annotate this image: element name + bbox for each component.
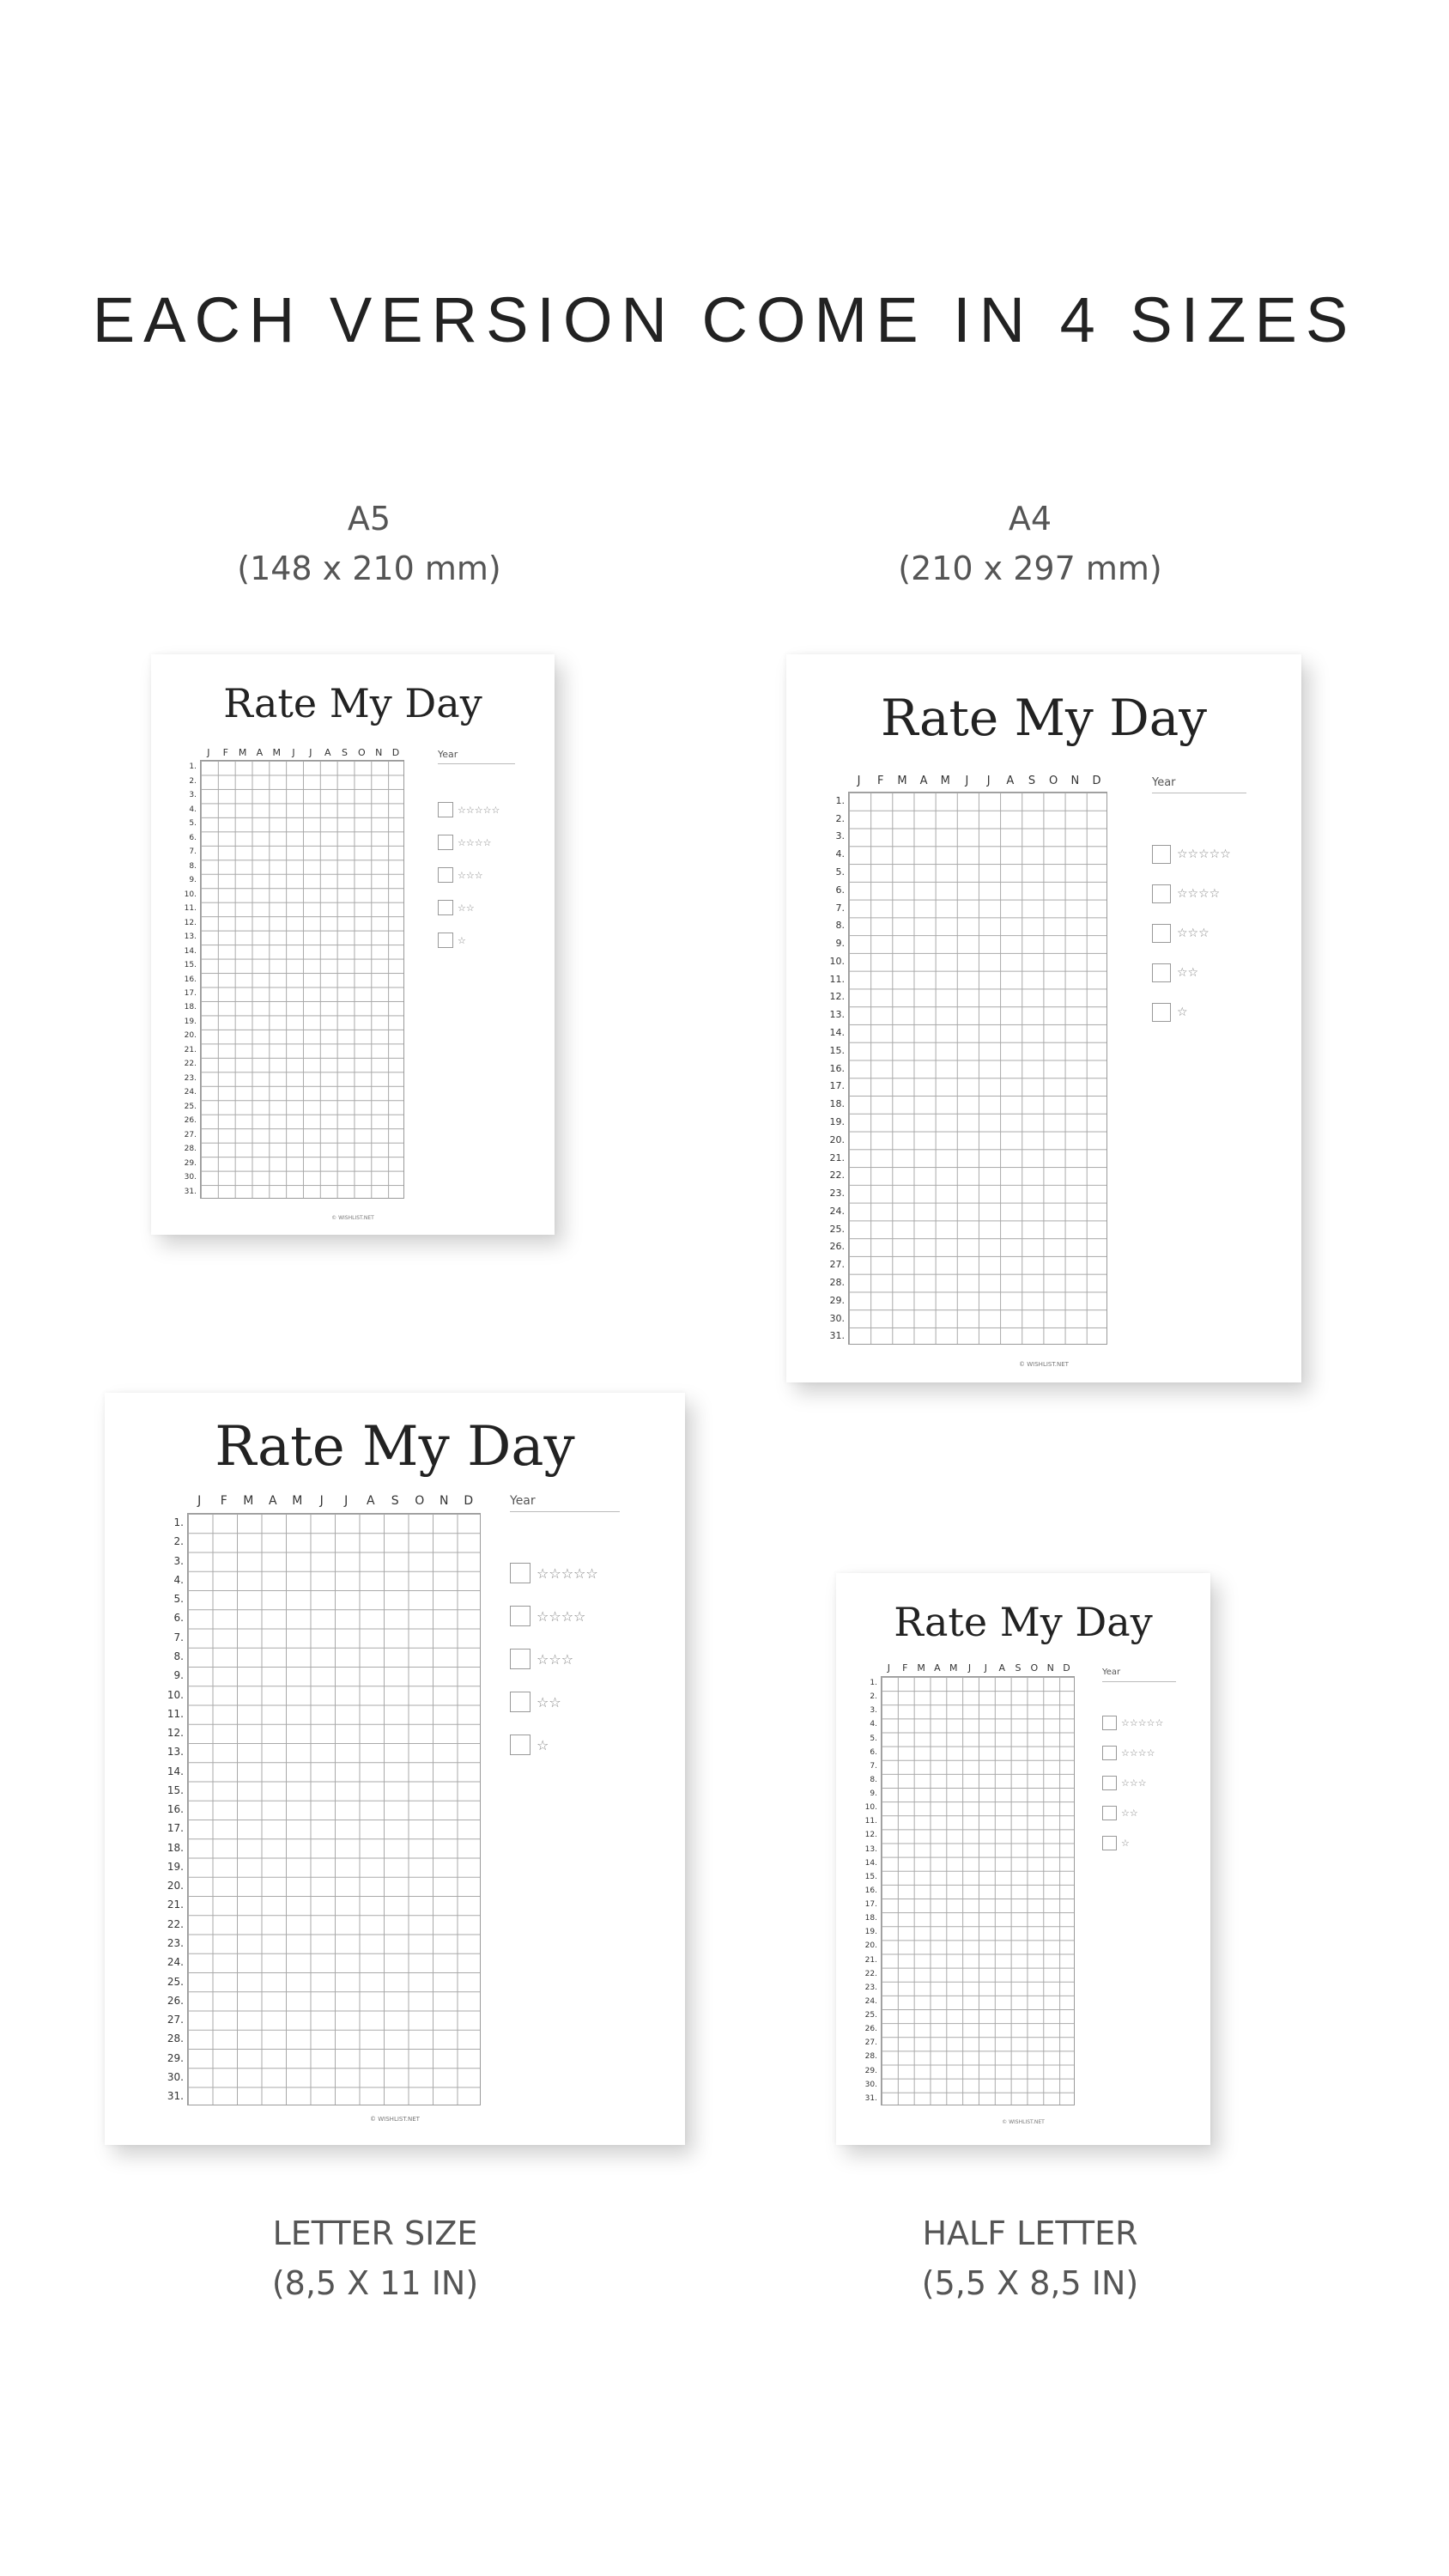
checkbox-icon (438, 900, 453, 915)
day-label: 12. (167, 1727, 184, 1740)
legend-row (510, 1606, 598, 1626)
checkbox-icon (510, 1563, 530, 1583)
month-label: D (464, 1494, 474, 1508)
sheet-a4 (786, 654, 1301, 1382)
month-label: J (207, 747, 210, 758)
star-rating-icon: ☆ (1121, 1838, 1130, 1849)
legend-row (1102, 1746, 1163, 1760)
month-label: S (342, 747, 349, 758)
day-label: 30. (167, 2070, 184, 2083)
day-label: 1. (835, 794, 845, 806)
month-label: D (1092, 775, 1101, 787)
day-label: 9. (835, 938, 845, 950)
day-label: 9. (870, 1789, 877, 1799)
day-label: 17. (184, 988, 197, 998)
day-label: 14. (864, 1858, 877, 1868)
star-rating-icon: ☆☆☆ (1177, 927, 1210, 940)
day-label: 4. (189, 805, 197, 814)
day-label: 20. (184, 1031, 197, 1041)
star-rating-icon: ☆ (458, 934, 466, 946)
month-label: J (967, 1662, 972, 1674)
checkbox-icon (1152, 963, 1171, 982)
day-label: 20. (864, 1941, 877, 1951)
legend-row (1152, 1003, 1231, 1022)
day-label: 22. (864, 1969, 877, 1978)
star-rating-icon: ☆☆☆☆ (1121, 1747, 1155, 1759)
day-label: 12. (829, 991, 845, 1003)
month-label: O (1030, 1662, 1039, 1674)
day-label: 10. (864, 1803, 877, 1813)
day-label: 17. (167, 1822, 184, 1835)
checkbox-icon (510, 1606, 530, 1626)
day-label: 16. (864, 1886, 877, 1895)
day-label: 14. (167, 1765, 184, 1777)
day-label: 15. (184, 961, 197, 970)
day-label: 24. (829, 1205, 845, 1217)
day-label: 21. (829, 1151, 845, 1163)
day-label: 21. (167, 1899, 184, 1911)
month-label: F (222, 747, 228, 758)
month-label: A (1006, 775, 1015, 787)
star-rating-icon: ☆☆☆☆ (458, 836, 492, 848)
month-label: M (292, 1494, 303, 1508)
month-header (187, 1494, 481, 1508)
day-label: 4. (173, 1573, 184, 1586)
day-label: 5. (173, 1593, 184, 1606)
day-label: 11. (184, 904, 197, 914)
day-label: 16. (829, 1062, 845, 1074)
day-label: 2. (870, 1692, 877, 1702)
day-label: 25. (829, 1223, 845, 1235)
day-label: 26. (167, 1994, 184, 2007)
day-label: 22. (184, 1060, 197, 1069)
year-line (1102, 1681, 1176, 1682)
month-label: J (986, 775, 991, 787)
checkbox-icon (510, 1649, 530, 1669)
month-label: N (1070, 775, 1080, 787)
size-label-half-letter (858, 2208, 1202, 2308)
star-rating-icon: ☆☆ (1121, 1807, 1138, 1819)
day-label: 3. (835, 830, 845, 842)
day-label: 21. (864, 1955, 877, 1965)
month-label: N (1046, 1662, 1054, 1674)
star-rating-icon: ☆☆☆☆☆ (1121, 1717, 1164, 1728)
day-label: 31. (184, 1187, 197, 1196)
sheet-footer: © WISHLIST.NET (370, 2116, 420, 2123)
month-label: M (243, 1494, 254, 1508)
day-label: 6. (870, 1747, 877, 1757)
day-label: 25. (184, 1102, 197, 1111)
day-label: 8. (189, 861, 197, 871)
sheet-title: Rate My Day (894, 1599, 1153, 1645)
legend-row (1152, 884, 1231, 903)
day-label: 18. (829, 1098, 845, 1110)
day-label: 11. (829, 973, 845, 985)
size-name: A4 (1008, 500, 1052, 538)
legend-row (510, 1649, 598, 1669)
day-label: 29. (829, 1294, 845, 1306)
legend-row (1102, 1806, 1163, 1820)
day-label: 13. (167, 1746, 184, 1759)
day-label: 15. (864, 1872, 877, 1881)
day-label: 27. (829, 1259, 845, 1271)
star-rating-icon: ☆☆☆☆☆ (537, 1564, 598, 1582)
rating-legend (1102, 1716, 1163, 1850)
month-label: F (877, 775, 884, 787)
day-label: 14. (184, 946, 197, 956)
star-rating-icon: ☆☆ (1177, 966, 1199, 980)
day-label: 4. (835, 848, 845, 860)
checkbox-icon (1152, 924, 1171, 943)
legend-row (1102, 1776, 1163, 1790)
day-label: 12. (184, 918, 197, 927)
month-header (881, 1662, 1075, 1674)
day-label: 16. (167, 1803, 184, 1816)
day-label: 24. (167, 1956, 184, 1969)
month-label: A (268, 1494, 277, 1508)
day-label: 31. (829, 1330, 845, 1342)
day-label: 17. (829, 1080, 845, 1092)
day-label: 8. (835, 920, 845, 932)
day-label: 2. (173, 1535, 184, 1548)
day-label: 28. (829, 1276, 845, 1288)
year-line (510, 1511, 620, 1512)
checkbox-icon (438, 835, 453, 850)
day-label: 3. (173, 1554, 184, 1567)
checkbox-icon (1152, 1003, 1171, 1022)
checkbox-icon (438, 867, 453, 883)
rating-grid (187, 1513, 481, 2105)
day-label: 22. (829, 1170, 845, 1182)
rating-legend (1152, 845, 1231, 1022)
day-label: 8. (173, 1649, 184, 1662)
month-label: J (344, 1494, 349, 1508)
day-label: 24. (864, 1996, 877, 2006)
star-rating-icon: ☆☆☆☆ (1177, 887, 1221, 901)
month-label: A (934, 1662, 941, 1674)
day-label: 18. (167, 1841, 184, 1854)
month-label: J (319, 1494, 324, 1508)
day-label: 7. (173, 1631, 184, 1643)
day-label: 10. (184, 890, 197, 899)
rating-grid (881, 1676, 1075, 2105)
day-label: 23. (864, 1983, 877, 1992)
rating-grid (200, 760, 404, 1199)
day-label: 19. (167, 1860, 184, 1873)
day-label: 21. (184, 1045, 197, 1054)
day-label: 11. (167, 1707, 184, 1720)
day-label: 27. (864, 2038, 877, 2048)
day-label: 7. (189, 848, 197, 857)
day-label: 26. (829, 1241, 845, 1253)
day-label: 10. (167, 1688, 184, 1701)
size-name: A5 (347, 500, 391, 538)
month-label: O (1049, 775, 1058, 787)
month-label: M (940, 775, 950, 787)
month-label: J (887, 1662, 891, 1674)
legend-row (438, 900, 500, 915)
month-label: A (366, 1494, 375, 1508)
size-dimensions: (5,5 X 8,5 IN) (921, 2264, 1139, 2302)
day-label: 2. (835, 812, 845, 824)
year-label: Year (1102, 1668, 1121, 1677)
day-label: 5. (189, 819, 197, 829)
star-rating-icon: ☆☆☆ (537, 1650, 574, 1668)
month-label: A (256, 747, 264, 758)
day-label: 29. (184, 1158, 197, 1168)
star-rating-icon: ☆ (537, 1736, 549, 1753)
day-label: 25. (864, 2011, 877, 2020)
legend-row (1152, 963, 1231, 982)
day-labels (824, 792, 845, 1345)
day-label: 8. (870, 1775, 877, 1784)
day-label: 16. (184, 975, 197, 984)
legend-row (438, 802, 500, 817)
day-label: 15. (829, 1044, 845, 1056)
legend-row (510, 1563, 598, 1583)
legend-row (1102, 1836, 1163, 1850)
star-rating-icon: ☆☆☆☆☆ (1177, 848, 1231, 861)
month-label: M (238, 747, 247, 758)
sheet-title: Rate My Day (215, 1415, 575, 1479)
month-label: J (965, 775, 969, 787)
rating-legend (438, 802, 500, 948)
month-header (848, 775, 1107, 787)
sheet-title: Rate My Day (880, 689, 1208, 747)
day-label: 7. (835, 902, 845, 914)
checkbox-icon (1102, 1776, 1117, 1790)
month-label: S (1015, 1662, 1022, 1674)
star-rating-icon: ☆ (1177, 1005, 1188, 1019)
day-label: 19. (864, 1928, 877, 1937)
legend-row (1152, 924, 1231, 943)
size-name: LETTER SIZE (272, 2215, 478, 2252)
day-label: 23. (167, 1936, 184, 1949)
sheet-half-letter (836, 1573, 1210, 2145)
year-label: Year (510, 1494, 536, 1508)
day-label: 31. (167, 2090, 184, 2103)
month-label: F (220, 1494, 227, 1508)
day-label: 27. (184, 1130, 197, 1139)
day-label: 9. (189, 876, 197, 885)
legend-row (438, 867, 500, 883)
day-label: 5. (835, 866, 845, 878)
legend-row (1102, 1716, 1163, 1730)
size-dimensions: (210 x 297 mm) (898, 550, 1162, 587)
day-label: 4. (870, 1720, 877, 1729)
month-label: S (391, 1494, 399, 1508)
sheet-footer: © WISHLIST.NET (1002, 2119, 1045, 2125)
rating-grid (848, 792, 1107, 1345)
month-label: J (857, 775, 861, 787)
headline: EACH VERSION COME IN 4 SIZES (92, 284, 1357, 355)
month-label: S (1028, 775, 1036, 787)
day-label: 6. (189, 833, 197, 842)
day-label: 19. (829, 1115, 845, 1127)
legend-row (510, 1692, 598, 1712)
day-label: 13. (184, 933, 197, 942)
sheet-footer: © WISHLIST.NET (1019, 1361, 1069, 1368)
day-label: 18. (184, 1003, 197, 1012)
size-label-a4 (858, 494, 1202, 593)
star-rating-icon: ☆☆ (537, 1693, 561, 1710)
day-label: 27. (167, 2014, 184, 2026)
day-label: 26. (184, 1116, 197, 1126)
day-label: 6. (173, 1612, 184, 1625)
month-label: N (375, 747, 383, 758)
size-dimensions: (148 x 210 mm) (237, 550, 501, 587)
day-label: 23. (184, 1073, 197, 1083)
day-label: 2. (189, 776, 197, 786)
checkbox-icon (1152, 845, 1171, 864)
month-label: D (391, 747, 400, 758)
month-label: M (949, 1662, 958, 1674)
day-label: 13. (829, 1009, 845, 1021)
day-label: 1. (870, 1679, 877, 1688)
day-label: 30. (829, 1312, 845, 1324)
month-label: J (309, 747, 312, 758)
day-label: 15. (167, 1783, 184, 1796)
month-label: M (917, 1662, 925, 1674)
checkbox-icon (1102, 1836, 1117, 1850)
month-label: D (1063, 1662, 1070, 1674)
day-label: 24. (184, 1088, 197, 1097)
checkbox-icon (1152, 884, 1171, 903)
legend-row (438, 835, 500, 850)
size-label-letter (203, 2208, 547, 2308)
month-label: F (902, 1662, 908, 1674)
month-label: J (197, 1494, 202, 1508)
month-label: M (897, 775, 907, 787)
day-label: 5. (870, 1734, 877, 1743)
star-rating-icon: ☆☆☆ (1121, 1777, 1147, 1789)
checkbox-icon (1102, 1716, 1117, 1730)
month-label: M (272, 747, 281, 758)
month-label: N (440, 1494, 449, 1508)
day-label: 19. (184, 1017, 197, 1026)
size-label-a5 (197, 494, 541, 593)
month-label: J (292, 747, 295, 758)
day-labels (179, 760, 197, 1199)
size-name: HALF LETTER (922, 2215, 1138, 2252)
day-label: 17. (864, 1900, 877, 1910)
day-label: 25. (167, 1975, 184, 1988)
month-header (200, 747, 404, 758)
sheet-footer: © WISHLIST.NET (331, 1215, 374, 1221)
day-label: 11. (864, 1817, 877, 1826)
day-label: 28. (167, 2032, 184, 2045)
day-label: 23. (829, 1188, 845, 1200)
month-label: O (415, 1494, 425, 1508)
day-label: 18. (864, 1914, 877, 1923)
day-label: 13. (864, 1844, 877, 1854)
legend-row (438, 933, 500, 948)
year-line (438, 763, 515, 764)
checkbox-icon (510, 1735, 530, 1755)
checkbox-icon (510, 1692, 530, 1712)
day-label: 26. (864, 2025, 877, 2034)
day-label: 30. (864, 2080, 877, 2089)
day-label: 1. (189, 762, 197, 772)
star-rating-icon: ☆☆☆☆☆ (458, 804, 500, 816)
day-label: 22. (167, 1917, 184, 1930)
month-label: O (358, 747, 366, 758)
checkbox-icon (1102, 1806, 1117, 1820)
day-label: 20. (167, 1880, 184, 1893)
day-label: 14. (829, 1027, 845, 1039)
day-label: 28. (864, 2052, 877, 2062)
day-labels (862, 1676, 877, 2105)
rating-legend (510, 1563, 598, 1755)
day-label: 28. (184, 1145, 197, 1154)
day-label: 31. (864, 2093, 877, 2103)
checkbox-icon (1102, 1746, 1117, 1760)
checkbox-icon (438, 933, 453, 948)
sheet-a5 (151, 654, 555, 1235)
month-label: A (919, 775, 928, 787)
star-rating-icon: ☆☆☆☆ (537, 1607, 586, 1625)
month-label: A (324, 747, 331, 758)
sheet-letter (105, 1393, 685, 2145)
day-label: 7. (870, 1761, 877, 1771)
year-label: Year (438, 749, 458, 760)
day-label: 9. (173, 1669, 184, 1682)
day-label: 6. (835, 884, 845, 896)
day-label: 1. (173, 1516, 184, 1529)
star-rating-icon: ☆☆ (458, 902, 475, 914)
size-dimensions: (8,5 X 11 IN) (271, 2264, 479, 2302)
sheet-title: Rate My Day (223, 680, 482, 726)
day-label: 12. (864, 1831, 877, 1840)
day-label: 3. (870, 1706, 877, 1716)
legend-row (510, 1735, 598, 1755)
star-rating-icon: ☆☆☆ (458, 869, 483, 881)
month-label: J (984, 1662, 987, 1674)
year-label: Year (1152, 776, 1176, 789)
day-label: 30. (184, 1173, 197, 1182)
day-label: 29. (167, 2051, 184, 2064)
month-label: A (998, 1662, 1005, 1674)
legend-row (1152, 845, 1231, 864)
day-labels (160, 1513, 184, 2105)
day-label: 10. (829, 955, 845, 967)
day-label: 29. (864, 2066, 877, 2075)
day-label: 20. (829, 1133, 845, 1145)
checkbox-icon (438, 802, 453, 817)
day-label: 3. (189, 791, 197, 800)
